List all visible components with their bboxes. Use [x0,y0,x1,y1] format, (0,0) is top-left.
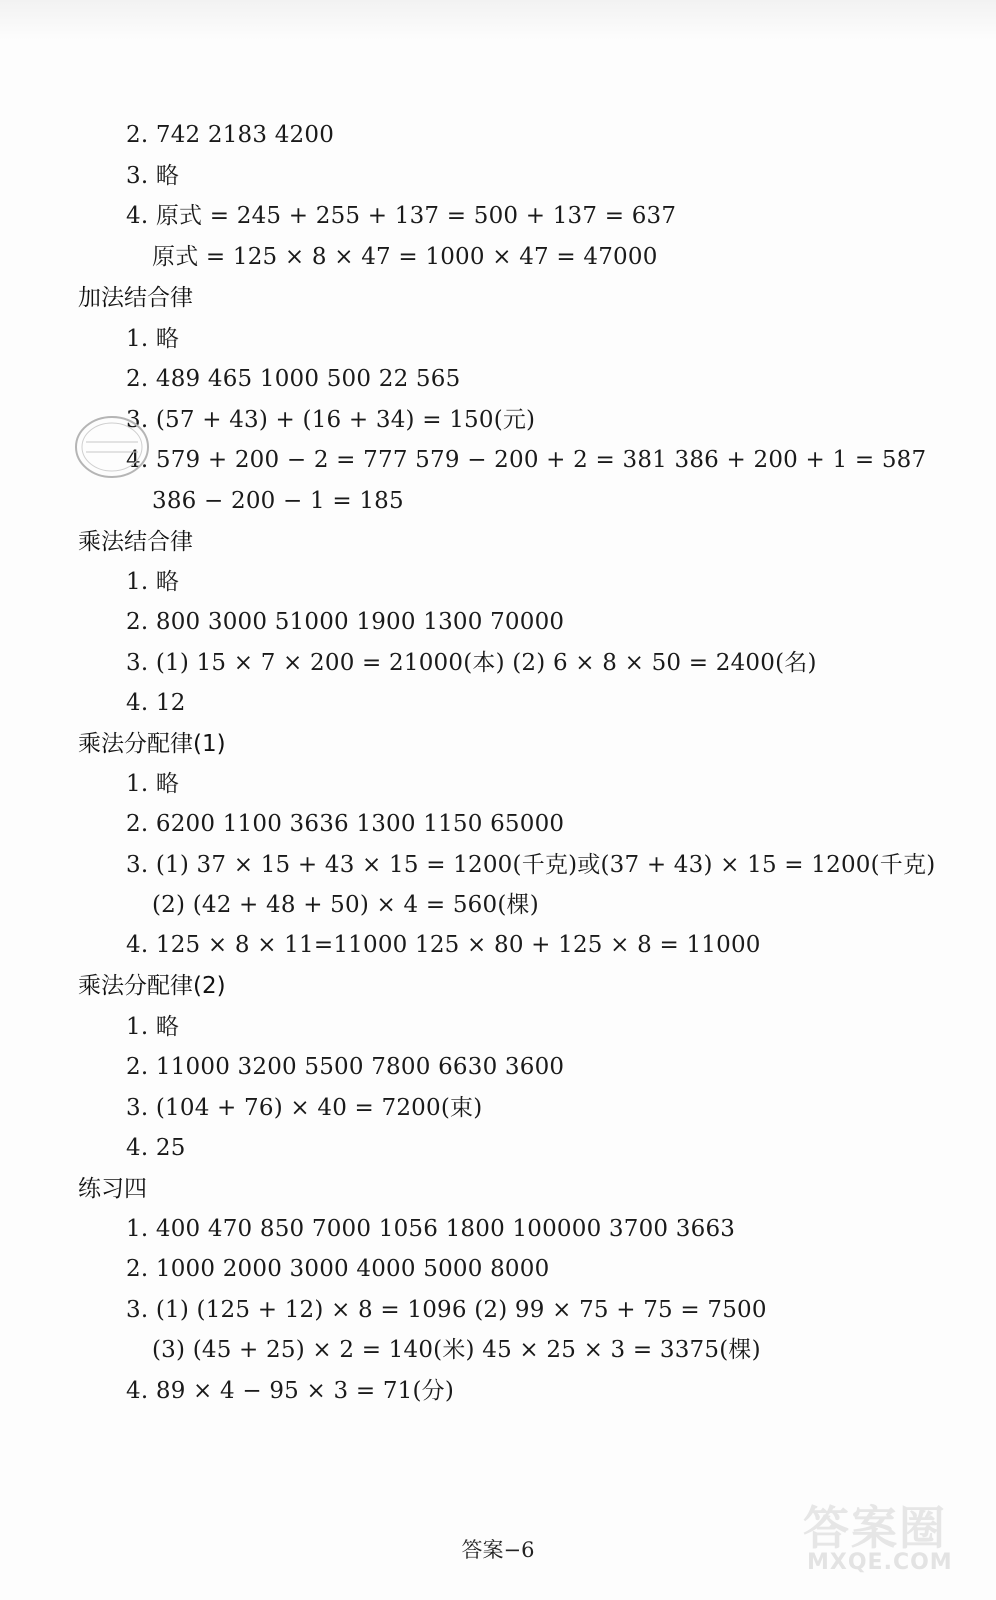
section-heading: 乘法结合律 [78,529,193,555]
answer-line: 3. 略 [126,163,180,189]
scan-edge [0,0,996,40]
section-heading: 练习四 [78,1176,147,1202]
answer-line: 4. 12 [126,690,186,716]
answer-line: 3. (1) 37 × 15 + 43 × 15 = 1200(千克)或(37 + 43) × 15 = 1200(千克) [126,852,936,878]
answer-line: 1. 400 470 850 7000 1056 1800 100000 3700 3663 [126,1216,736,1242]
answer-line: 原式 = 125 × 8 × 47 = 1000 × 47 = 47000 [152,244,658,270]
page-number: 答案−6 [461,1538,535,1562]
answer-line: 3. (1) (125 + 12) × 8 = 1096 (2) 99 × 75 + 75 = 7500 [126,1297,767,1323]
answer-line: 2. 1000 2000 3000 4000 5000 8000 [126,1256,550,1282]
answer-line: 4. 25 [126,1135,186,1161]
section-heading: 加法结合律 [78,285,193,311]
answer-line: 1. 略 [126,326,180,352]
answer-line: 2. 742 2183 4200 [126,122,335,148]
answer-line: 2. 489 465 1000 500 22 565 [126,366,461,392]
answer-line: 4. 原式 = 245 + 255 + 137 = 500 + 137 = 637 [126,203,677,229]
stamp-logo-icon [72,412,152,482]
section-heading: 乘法分配律(2) [78,973,226,999]
answer-line: 386 − 200 − 1 = 185 [152,488,404,514]
answer-line: 4. 125 × 8 × 11=11000 125 × 80 + 125 × 8 = 11000 [126,932,761,958]
answer-line: 1. 略 [126,771,180,797]
answer-line: 2. 11000 3200 5500 7800 6630 3600 [126,1054,565,1080]
answer-line: 4. 89 × 4 − 95 × 3 = 71(分) [126,1378,455,1404]
answer-line: 4. 579 + 200 − 2 = 777 579 − 200 + 2 = 381 386 + 200 + 1 = 587 [126,447,927,473]
answer-line: 2. 800 3000 51000 1900 1300 70000 [126,609,565,635]
answer-line: 1. 略 [126,569,180,595]
watermark-title: 答案圈 [803,1501,947,1555]
answer-line: 2. 6200 1100 3636 1300 1150 65000 [126,811,565,837]
answer-line: (3) (45 + 25) × 2 = 140(米) 45 × 25 × 3 = 3375(棵) [152,1337,761,1363]
answer-line: 3. (1) 15 × 7 × 200 = 21000(本) (2) 6 × 8 × 50 = 2400(名) [126,650,817,676]
answer-line: 1. 略 [126,1014,180,1040]
answer-line: (2) (42 + 48 + 50) × 4 = 560(棵) [152,892,539,918]
answer-line: 3. (57 + 43) + (16 + 34) = 150(元) [126,407,536,433]
watermark-url: MXQE.COM [807,1550,953,1575]
section-heading: 乘法分配律(1) [78,731,226,757]
answer-line: 3. (104 + 76) × 40 = 7200(束) [126,1095,483,1121]
